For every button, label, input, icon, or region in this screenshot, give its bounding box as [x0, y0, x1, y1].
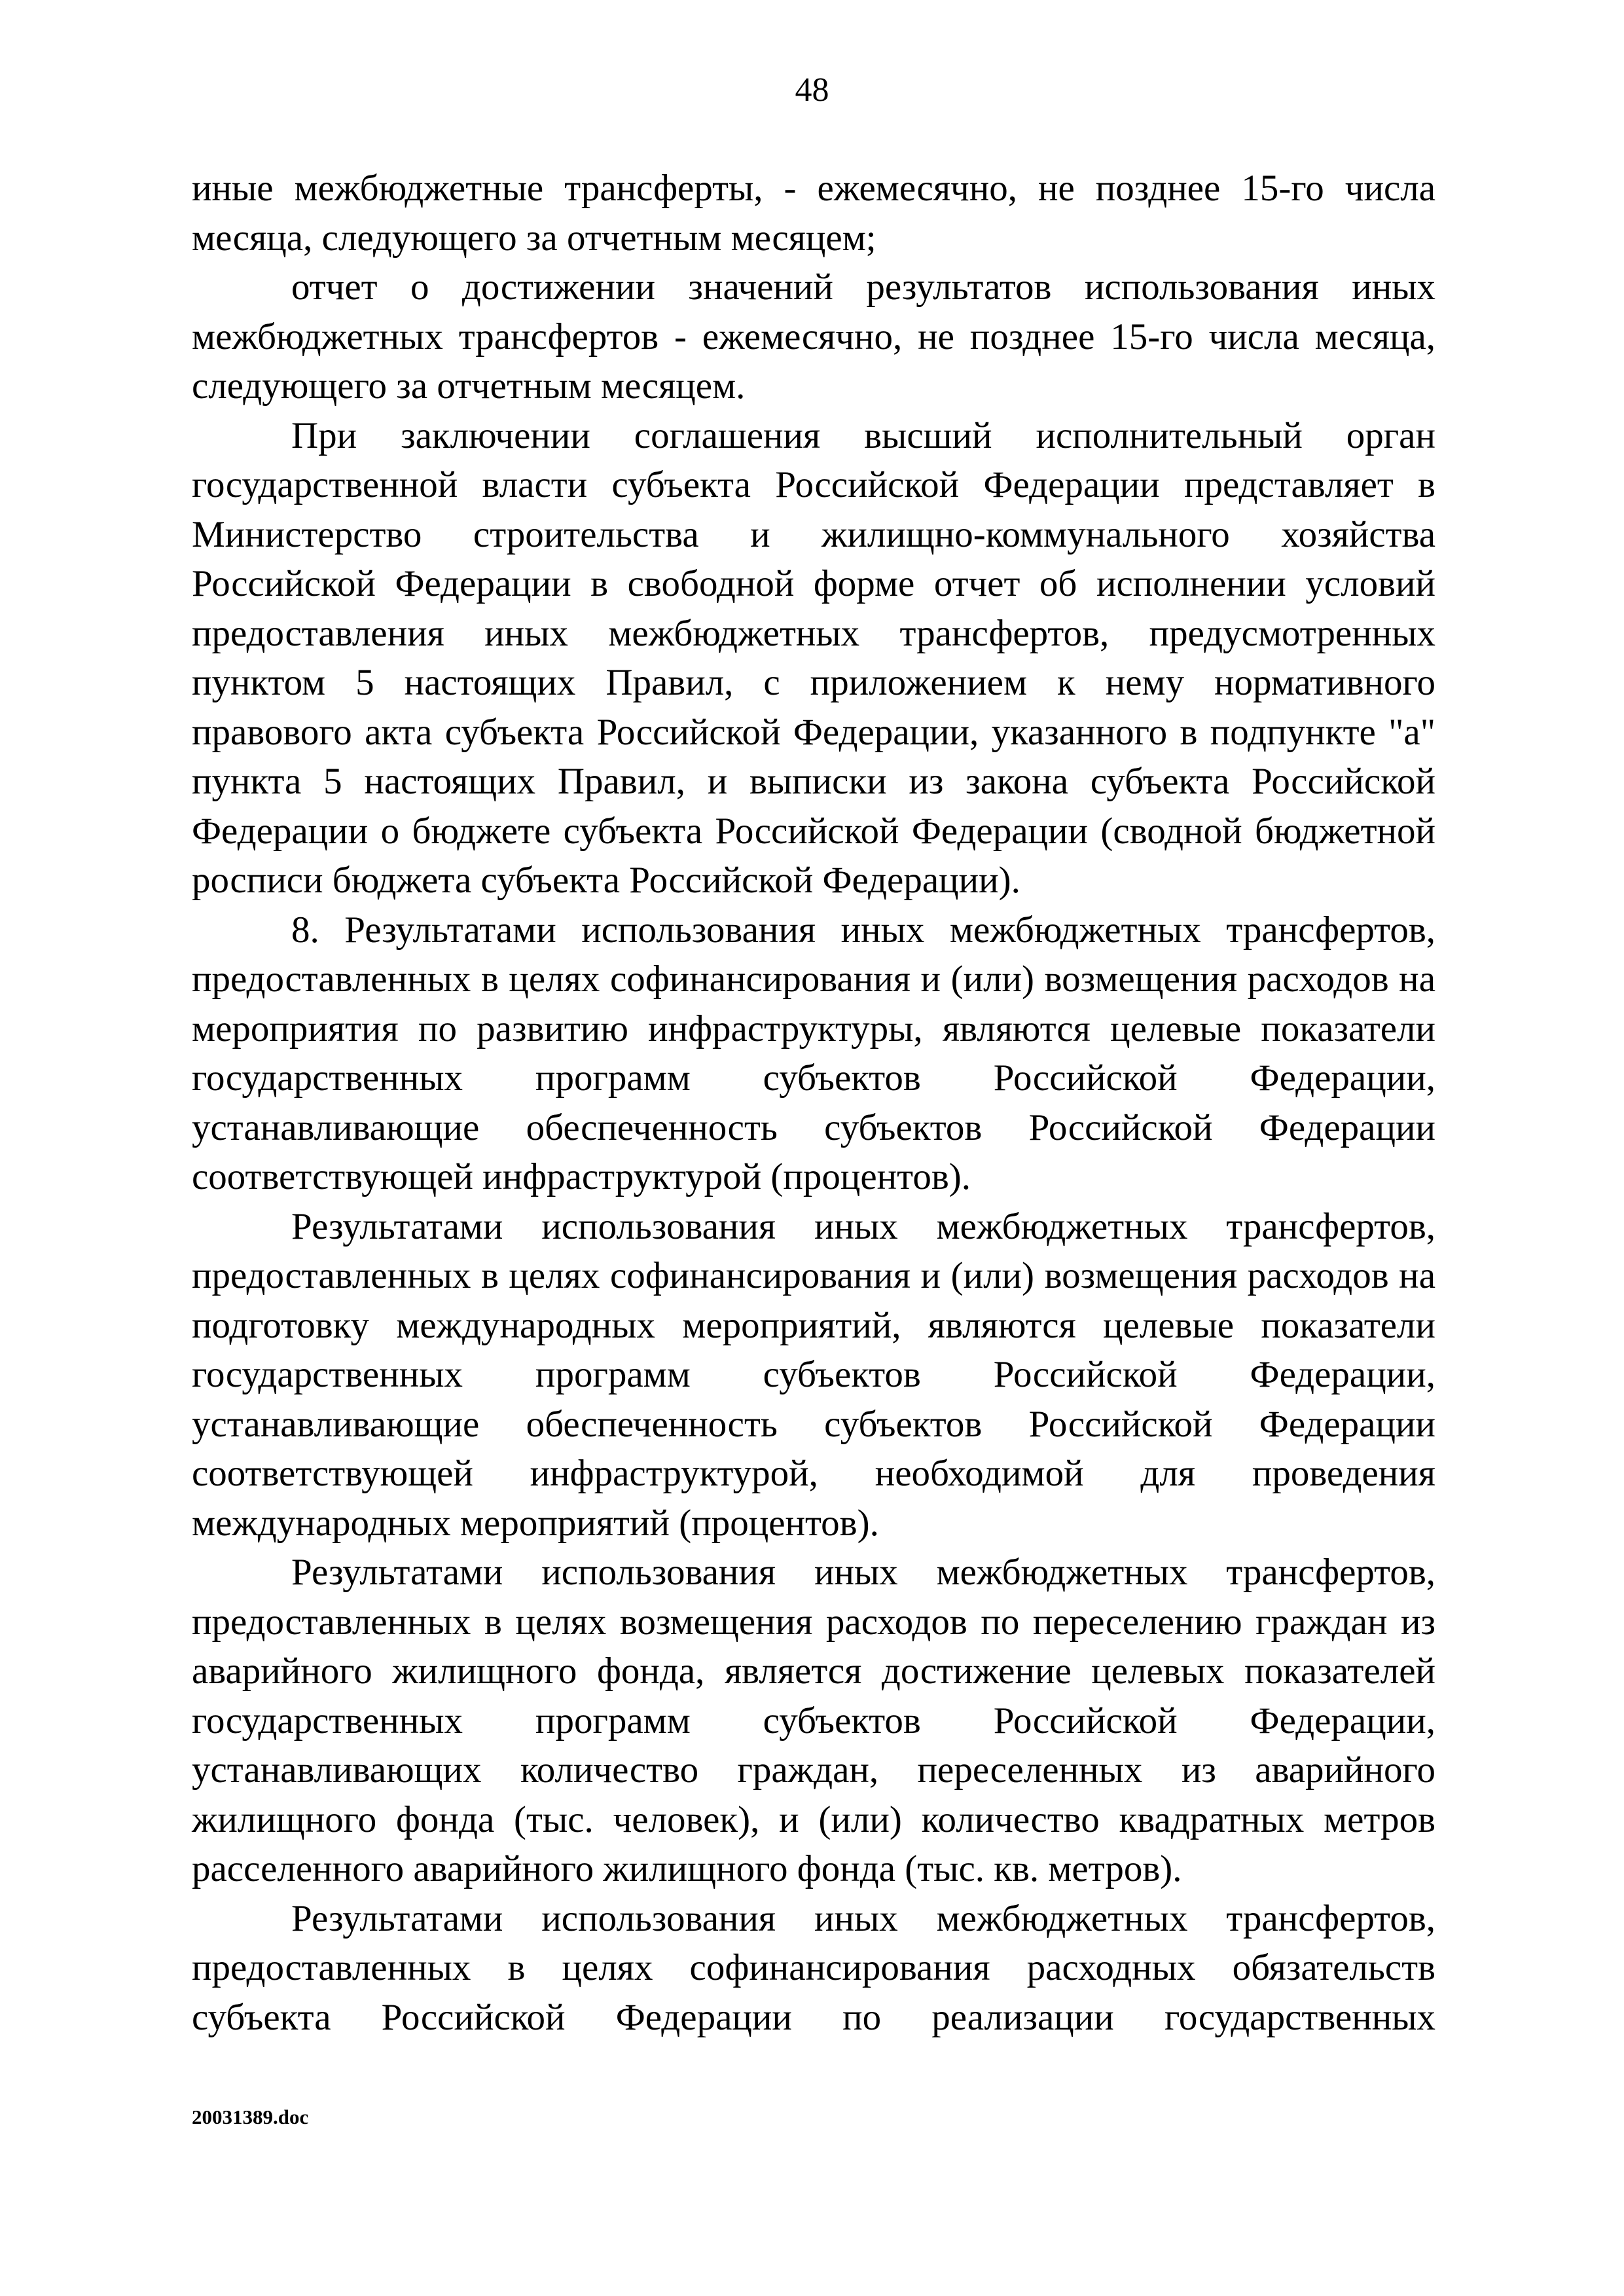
paragraph-agreement-report: При заключении соглашения высший исполнительный орган государственной власти субъекта Российской Федерации представляет в Министерство строительства и жилищно-коммунального хозяйства Российской Федерации в свободной форме отчет об исполнении условий предоставления иных межбюджетных трансфертов, предусмотренных пунктом 5 настоящих Правил, с приложением к нему нормативного правового акта субъекта Российской Федерации, указанного в подпункте "а" пункта 5 настоящих Правил, и выписки из закона субъекта Российской Федерации о бюджете субъекта Российской Федерации (сводной бюджетной росписи бюджета субъекта Российской Федерации). — [192, 414, 1435, 901]
paragraph-resettlement: Результатами использования иных межбюджетных трансфертов, предоставленных в целях возмещения расходов по переселению граждан из аварийного жилищного фонда, является достижение целевых показателей государственных программ субъектов Российской Федерации, устанавливающих количество граждан, переселенных из аварийного жилищного фонда (тыс. человек), и (или) количество квадратных метров расселенного аварийного жилищного фонда (тыс. кв. метров). — [192, 1552, 1435, 1889]
paragraph-item-8-infrastructure: 8. Результатами использования иных межбюджетных трансфертов, предоставленных в целях софинансирования и (или) возмещения расходов на мероприятия по развитию инфраструктуры, являются целевые показатели государственных программ субъектов Российской Федерации, устанавливающие обеспеченность субъектов Российской Федерации соответствующей инфраструктурой (процентов). — [192, 909, 1435, 1197]
footer-document-id: 20031389.doc — [192, 2105, 309, 2128]
paragraph-report-results: отчет о достижении значений результатов использования иных межбюджетных трансфертов - ежемесячно, не позднее 15-го числа месяца, следующего за отчетным месяцем. — [192, 266, 1435, 407]
paragraph-cofinancing-obligations: Результатами использования иных межбюджетных трансфертов, предоставленных в целях софинансирования расходных обязательств субъекта Российской Федерации по реализации государственных — [192, 1897, 1435, 2038]
paragraph-international-events: Результатами использования иных межбюджетных трансфертов, предоставленных в целях софинансирования и (или) возмещения расходов на подготовку международных мероприятий, являются целевые показатели государственных программ субъектов Российской Федерации, устанавливающие обеспеченность субъектов Российской Федерации соответствующей инфраструктурой, необходимой для проведения международных мероприятий (процентов). — [192, 1205, 1435, 1544]
document-body — [192, 164, 1435, 2042]
paragraph-transfers-deadline: иные межбюджетные трансферты, - ежемесячно, не позднее 15-го числа месяца, следующего за отчетным месяцем; — [192, 168, 1435, 259]
page-number: 48 — [795, 71, 829, 109]
